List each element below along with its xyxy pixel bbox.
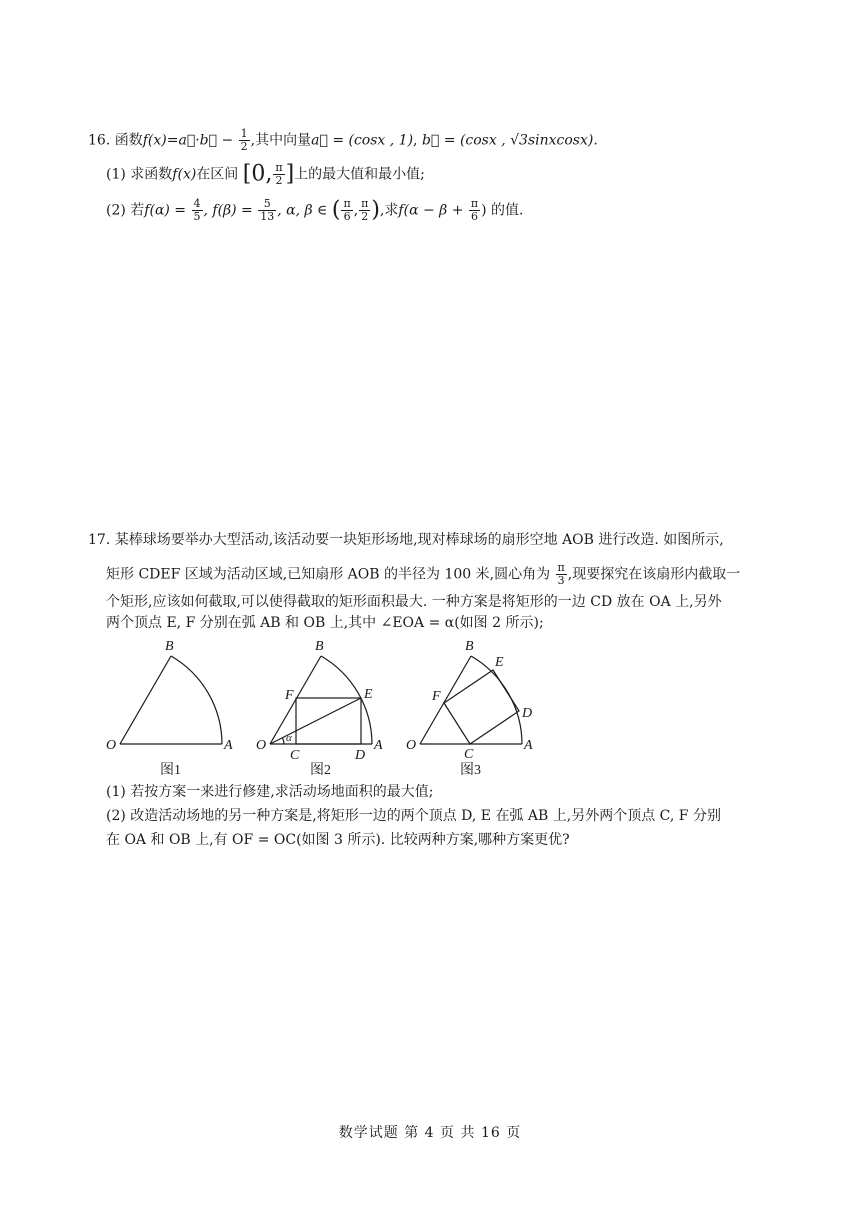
fig1-caption: 图1 <box>160 763 181 778</box>
q17-part1-text: (1) 若按方案一来进行修建,求活动场地面积的最大值; <box>106 784 434 800</box>
q16-f-alpha: f(α) = <box>144 202 187 219</box>
fig3-label-b: B <box>465 639 474 654</box>
fig2-label-c: C <box>290 748 300 763</box>
q16-vector-b: b⃗ = (cosx , √3sinxcosx). <box>421 132 598 149</box>
fig2-label-o: O <box>256 738 267 753</box>
q16-part1-func: f(x) <box>172 166 197 183</box>
q16-part2-text: 若 <box>130 202 145 219</box>
q17-part1 <box>106 782 433 802</box>
fig2-label-b: B <box>315 639 324 654</box>
fig1-label-b: B <box>165 639 174 654</box>
fig3-caption: 图3 <box>460 763 481 778</box>
q16-part1-text-2: 在区间 <box>196 166 239 183</box>
q16-range-close: ) <box>371 197 380 223</box>
q17-text-3: 个矩形,应该如何截取,可以使得截取的矩形面积最大. 一种方案是将矩形的一边 CD 放在 OA 上,另外 <box>106 594 722 610</box>
q16-alpha-beta: , α, β ∈ <box>277 202 328 219</box>
q17-line3 <box>106 592 722 612</box>
q16-interval-right: ] <box>285 161 295 187</box>
q17-text-2a: 矩形 CDEF 区域为活动区域,已知扇形 AOB 的半径为 100 米,圆心角为 <box>106 566 551 583</box>
fig1-arc-ab <box>171 656 222 744</box>
q16-number: 16. <box>88 132 111 149</box>
q16-f-beta-value: $\frac{5}{13}$ <box>260 197 275 223</box>
fig3-label-f: F <box>432 689 441 704</box>
q17-line4 <box>106 613 544 633</box>
page-footer: 数学试题 第 4 页 共 16 页 <box>338 1125 522 1141</box>
fig1-label-a: A <box>224 738 233 753</box>
q16-part2-label: (2) <box>106 202 126 219</box>
fig3-label-o: O <box>406 738 417 753</box>
q17-part2-line2 <box>106 830 570 850</box>
q17-line1 <box>88 530 724 550</box>
fig1-label-o: O <box>106 738 117 753</box>
figure-1 <box>106 639 233 778</box>
q16-eq: = <box>166 132 179 149</box>
q17-angle-fraction: $\frac{\pi}{3}$ <box>557 561 565 587</box>
fig3-radius-ob <box>420 656 471 744</box>
q16-part2-text-2: ,求 <box>379 202 399 219</box>
q16-stem: 16. 函数f(x)=a⃗·b⃗ − $\frac{1}{2}$ ,其中向量a⃗ = (cosx , 1), b⃗ = (cosx , √3sinxcosx). <box>88 127 598 153</box>
q17-part2-text-b: 在 OA 和 OB 上,有 OF = OC(如图 3 所示). 比较两种方案,哪种方案更优? <box>106 832 570 848</box>
q16-f-beta: , f(β) = <box>203 202 253 219</box>
q16-stem-text: 函数 <box>114 132 143 149</box>
q16-interval-fraction: $\frac{\pi}{2}$ <box>275 161 283 187</box>
figure-3 <box>406 639 533 778</box>
q17-part2-text-a: (2) 改造活动场地的另一种方案是,将矩形一边的两个顶点 D, E 在弧 AB 上,另外两个顶点 C, F 分别 <box>106 808 721 824</box>
q17-number: 17. <box>88 532 111 548</box>
fig2-caption: 图2 <box>310 763 331 778</box>
fig1-radius-ob <box>120 656 171 744</box>
q16-half-fraction: $\frac{1}{2}$ <box>240 127 248 153</box>
figure-2 <box>256 639 383 778</box>
q17-line2 <box>106 562 740 587</box>
fig3-rectangle-cdef <box>444 670 519 744</box>
q16-stem-text-2: ,其中向量 <box>250 132 312 149</box>
q16-part1-text-3: 上的最大值和最小值; <box>294 166 425 183</box>
q16-part2: (2) 若f(α) = $\frac{4}{5}$ , f(β) = $\frac{5}{13}$ , α, β ∈ ( $\frac{\pi}{6}$ , $\frac{\pi}{2}$ ),求f(α − β + $\frac{\pi}{6}$ ) 的值. <box>106 197 524 223</box>
fig2-angle-mark <box>283 738 285 744</box>
q16-dot-product: a⃗·b⃗ − <box>178 132 234 149</box>
fig2-rectangle-cdef <box>296 698 361 744</box>
q16-range-open: ( <box>331 197 341 223</box>
fig3-label-e: E <box>495 655 504 670</box>
fig2-label-d: D <box>355 748 366 763</box>
q16-part1-text: 求函数 <box>130 166 173 183</box>
fig3-label-a: A <box>524 738 533 753</box>
q16-target-fraction: $\frac{\pi}{6}$ <box>470 197 479 223</box>
q16-target-expr: f(α − β + <box>398 202 464 219</box>
fig3-label-d: D <box>522 706 533 721</box>
q17-text-2b: ,现要探究在该扇形内截取一 <box>567 566 741 583</box>
q16-interval-left: [0, <box>242 161 273 187</box>
fig2-label-f: F <box>285 688 294 703</box>
q17-text-1: 某棒球场要举办大型活动,该活动要一块矩形场地,现对棒球场的扇形空地 AOB 进行改造. 如图所示, <box>114 532 724 548</box>
q17-text-4: 两个顶点 E, F 分别在弧 AB 和 OB 上,其中 ∠EOA = α(如图 2 所示); <box>106 615 544 631</box>
fig2-label-a: A <box>374 738 383 753</box>
q16-range-high: $\frac{\pi}{2}$ <box>361 197 369 223</box>
q16-part1 <box>106 162 425 187</box>
q16-range-low: $\frac{\pi}{6}$ <box>343 197 351 223</box>
q16-part2-text-3: ) 的值. <box>481 202 524 219</box>
q16-vector-a: a⃗ = (cosx , 1) <box>311 132 414 149</box>
q17-part2-line1 <box>106 806 721 826</box>
fig2-label-e: E <box>364 687 373 702</box>
q17-figures <box>0 632 860 782</box>
fig3-label-c: C <box>464 747 474 762</box>
fig2-label-alpha: α <box>286 732 292 744</box>
q16-f-alpha-value: $\frac{4}{5}$ <box>193 197 201 223</box>
q16-func: f(x) <box>142 132 167 149</box>
q16-part1-label: (1) <box>106 166 126 183</box>
